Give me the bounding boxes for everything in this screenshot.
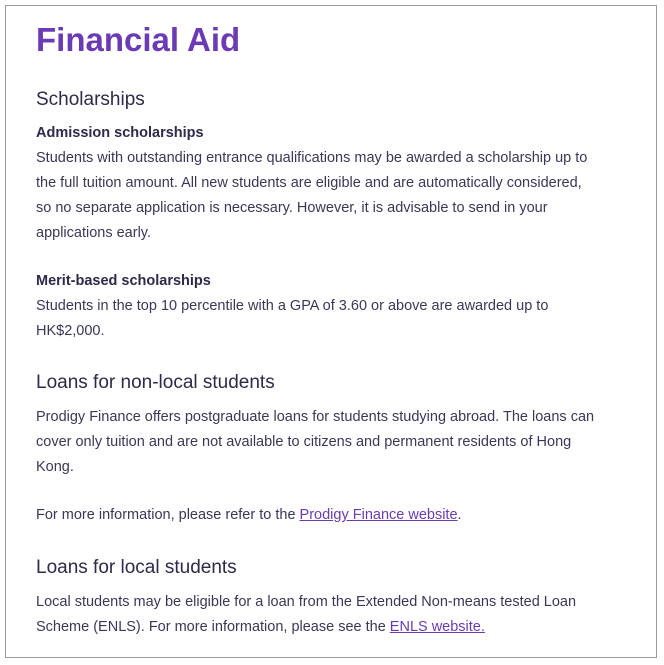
nonlocal-more-info-line (36, 503, 636, 528)
more-info-prefix: For more information, please refer to the (36, 507, 300, 523)
merit-scholarships-heading: Merit-based scholarships (36, 273, 211, 289)
nonlocal-loans-heading: Loans for non-local students (36, 372, 275, 393)
nonlocal-more-info (36, 503, 636, 528)
more-info-suffix: . (457, 507, 462, 523)
merit-scholarships-text (36, 294, 636, 344)
admission-scholarships-heading: Admission scholarships (36, 125, 204, 141)
admission-line-2: the full tuition amount. All new students are eligible and are automatically considered, (36, 175, 582, 191)
local-loans-text (36, 590, 636, 640)
local-line-1: Local students may be eligible for a loan from the Extended Non-means tested Loan (36, 594, 577, 610)
local-line-2-prefix: Scheme (ENLS). For more information, please see the (36, 619, 390, 635)
admission-line-4: applications early. (36, 225, 151, 241)
merit-line-1: Students in the top 10 percentile with a GPA of 3.60 or above are awarded up to (36, 298, 549, 314)
admission-line-3: so no separate application is necessary. However, it is advisable to send in your (36, 200, 548, 216)
local-loans-heading: Loans for local students (36, 557, 237, 578)
content-frame (5, 5, 657, 658)
nonlocal-line-3: Kong. (36, 459, 74, 475)
nonlocal-line-1: Prodigy Finance offers postgraduate loans for students studying abroad. The loans can (36, 409, 595, 425)
nonlocal-loans-text (36, 405, 636, 480)
admission-line-1: Students with outstanding entrance qualifications may be awarded a scholarship up to (36, 150, 588, 166)
admission-scholarships-text (36, 146, 636, 246)
scholarships-heading: Scholarships (36, 89, 145, 110)
nonlocal-line-2: cover only tuition and are not available to citizens and permanent residents of Hong (36, 434, 572, 450)
prodigy-finance-link[interactable]: Prodigy Finance website (299, 507, 458, 523)
enls-link[interactable]: ENLS website. (389, 619, 485, 635)
merit-line-2: HK$2,000. (36, 323, 105, 339)
page-title: Financial Aid (36, 21, 241, 58)
local-line-2 (36, 615, 636, 640)
